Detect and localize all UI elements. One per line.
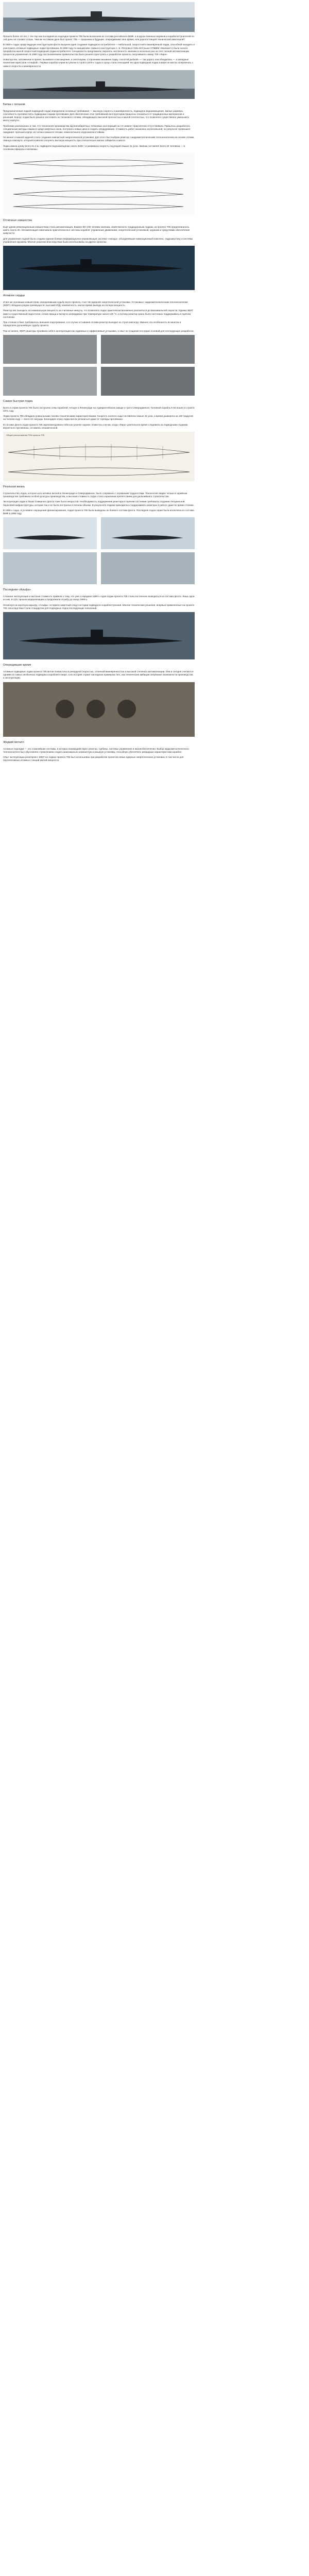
- battle-paragraph-2: Проблема заключалась в том, что технология производства крупногабаритных титановых конструкций на тот момент практически отсутствовала. Пришлось разработать специальные методы сварки в среде инертных газов, построить новые цеха и создать оборудование. Стоимость работ оказалась колоссальной, но результат превзошел ожидания: прочный корпус из титана оказался легким, немагнитным и коррозионностойким.: [3, 124, 191, 134]
- figure-submarine-underwater: [3, 246, 195, 290]
- figure-submarine-dock: [3, 70, 195, 99]
- general-arrangement-diagram: [3, 432, 195, 481]
- life-paragraph-1: Строительство лодок, которое шло активно весной в Ленинграде и Северодвинске, было сопряжено с огромными трудностями. Технология сварки титана в серийном производстве требовала особой культуры производства, а высокая стоимость лодок стала серьезным препятствием для дальнейшего строительства.: [3, 492, 187, 498]
- submarine-photo-2: [3, 70, 195, 99]
- fast-paragraph-3: В составе флота лодки проекта 705 зарекомендовали себя как грозное оружие. Известны случаи, когда «Лира» длительное время следовала за подводными лодками вероятного противника, оставаясь незамеченной.: [3, 423, 188, 429]
- intro-paragraph-2: В 1950-х годах среди ведущих конструкторов флота вызрела идея создания подводного истребителя — небольшой, скоростной и маневренной лодки, способной находить и уничтожать атомные подводные лодки противника. В 1959 году по инициативе главного конструктора А. Б. Петрова в СКБ-143 (ныне СПМБМ «Малахит») была начата проработка малой скоростной подводной лодки-истребителя. Специалисты предложили сократить численность экипажа в несколько раз за счет полной автоматизации процессов управления. В 1960 году постановлением правительства было решено приступить к разработке проекта, получившего номер 705 «Лира».: [3, 43, 195, 56]
- heading-weapons: Опередившие время: [3, 663, 31, 667]
- intro-paragraph-1: Прошло более 15 лет, с тех пор как последняя из подлодок проекта 705 была исключена из состава российского ВМФ, а в кругах военных моряков и корабелостроителей по сей день не стихают споры. Чем же на самом деле был проект 705 — прорывом в будущее, опередившим свое время, или дорогостоящей технической авантюрой?: [3, 35, 194, 41]
- diff-paragraph-2: Для управления лодкой была создана единая боевая информационно-управляющая система «Аккорд», объединявшая навигационный комплекс, гидроакустику и системы управления оружием. Многие решения впоследствии были использованы на других проектах.: [3, 237, 193, 243]
- liquid-paragraph-2: Опыт эксплуатации реакторов с ЖМТ на лодках проекта 705 был использован при разработке проектов новых ядерных энергетических установок, в том числе для перспективных атомных станций малой мощности.: [3, 755, 184, 762]
- submarine-photo-alfa: [3, 612, 195, 659]
- battle-paragraph-3: Не менее сложной задачей стало создание компактной энергетической установки. Для этого был выбран реактор с жидкометаллическим теплоносителем на основе сплава свинца и висмута, который позволял получить высокую мощность при относительно малых габаритах и массе.: [3, 136, 194, 142]
- figure-arctic-photos: [3, 517, 195, 584]
- reactor-paragraph-1: И все же основным новшеством, определившим судьбу всего проекта, стал тип ядерной энергетической установки. Установка с жидкометаллическим теплоносителем (ЖМТ) обладала рядом преимуществ: высокий КПД, компактность, малое время вывода на полную мощность.: [3, 301, 188, 307]
- submarine-photo-3: [3, 246, 195, 290]
- liquid-paragraph-1: Атомные подлодки — это сложнейшие системы, в которых взаимодействуют реактор, турбины, системы управления и жизнеобеспечения. Выбор жидкометаллического теплоносителя был обусловлен стремлением создать максимально компактную и мощную установку, способную обеспечить рекордные характеристики корабля.: [3, 747, 189, 753]
- submarine-photo-1: [3, 2, 195, 32]
- alfa-paragraph-1: Сложная эксплуатация и высокая стоимость привели к тому, что уже к середине 1980-х годов лодки проекта 705 стали постепенно выводиться из состава флота. Лишь одна из них, К-123, прошла модернизацию и продолжала службу до конца 1990-х.: [3, 595, 195, 601]
- heading-liquid: Жидкий металл: [3, 740, 24, 744]
- arctic-photos: [3, 517, 195, 584]
- life-paragraph-2: Эксплуатация лодок в базах Северного флота тоже была непростой. Необходимость поддержания реактора в горячем состоянии требовала создания специальной береговой инфраструктуры, которая так и не была построена в полном объеме. В результате лодкам приходилось поддерживать реакторы в работе даже во время стоянки.: [3, 500, 194, 506]
- battle-paragraph-1: Предназначенная лодкой подводной лодки определили основные требования — высокую скорость и маневренность, подводное водоизмещение, малые размеры, способность противостоять подводным лодкам противника. Для обеспечения этих требований конструкторам пришлось отказаться от традиционных материалов и решений. Корпус лодки было решено изготовить из титанового сплава, обладающего высокой прочностью и малой плотностью, что позволяло существенно уменьшить массу корпуса.: [3, 109, 190, 122]
- heading-life: Реальная жизнь: [3, 485, 25, 488]
- spec-title: Общее расположение ПЛА проекта 705: [6, 433, 44, 436]
- alfa-paragraph-2: Несмотря на короткую карьеру, «Альфы» оставили заметный след в истории подводного кораблестроения. Многие технические решения, впервые примененные на проекте 705, впоследствии стали стандартом для подводных лодок последующих поколений.: [3, 603, 195, 609]
- intro-paragraph-3: Новаторство, заложенное в проект, вызывало и восхищение, и скептицизм. Сторонники называли лодку «золотой рыбкой» — так дорого она обходилась — а западные аналитики окрестили «Альфой». Первые корабли серии вступили в строй в 1970-х годах и сразу стали сенсацией: ни одна подводная лодка в мире не могла соперничать с ними в скорости и маневренности.: [3, 58, 193, 67]
- figure-alfa-photo: [3, 612, 195, 659]
- reactor-paragraph-3: При стоянке в базе требовалось внешнее подогревание, а в случае остывания сплава реактор выходил из строя навсегда. Именно эта особенность во многом и определила дальнейшую судьбу проекта.: [3, 321, 181, 327]
- article-column: [0, 2, 195, 762]
- torpedo-room-photo: [3, 682, 195, 737]
- figure-hull-drawings: [3, 153, 195, 215]
- heading-reactor: Атомное сердце: [3, 294, 25, 298]
- figure-photo-grid: [3, 335, 195, 396]
- hull-drawings: [3, 153, 195, 215]
- heading-alfa: Последняя «Альфа»: [3, 588, 31, 592]
- heading-battle: Битва с титаном: [3, 103, 25, 106]
- figure-general-arrangement: [3, 432, 195, 481]
- reactor-paragraph-2: Реактор мог выходить на номинальную мощность за считанные минуты, что позволяло лодке практически мгновенно разгоняться до максимальной скорости. Однако ЖМТ имел и существенный недостаток: сплав свинца и висмута затвердевал при температуре около 125 °С, и потому реактор нужно было постоянно поддерживать в горячем состоянии.: [3, 309, 193, 318]
- reactor-paragraph-4: Тем не менее, ЖМТ-реакторы проявили себя в эксплуатации как надежные и эффективные установки, а опыт их создания послужил основой для последующих разработок.: [3, 329, 194, 332]
- figure-torpedo-room: [3, 682, 195, 737]
- heading-fast: Самая быстрая лодка: [3, 399, 33, 403]
- battle-paragraph-4: Лодка имела длину всего 81,4 м, подводное водоизмещение около 3180 т и развивала скорость под водой свыше 41 узла. Экипаж составлял всего 32 человека — в основном офицеры и мичманы.: [3, 144, 185, 150]
- photo-grid: [3, 335, 195, 396]
- figure-submarine-surface: [3, 2, 195, 32]
- heading-diff: Отличные новшества: [3, 219, 32, 223]
- diff-paragraph-1: Ещё одним революционным новшеством стала автоматизация. Взамен 80–100 человек экипажа, свойственного традиционным лодкам, на проекте 705 предполагалось иметь около 30. Автоматизация охватывала практически все системы корабля: управление движением, энергетической установкой, оружием и средствами обеспечения живучести.: [3, 226, 190, 235]
- fast-paragraph-2: Лодки проекта 705 обладали уникальными тактико-техническими характеристиками. Скорость полного хода составляла свыше 41 узла, а время разворота на 180 градусов на полном ходу — всего 42 секунды. Благодаря этому лодка могла уклониться даже от торпеды противника.: [3, 415, 193, 421]
- life-paragraph-3: В 1990-х годах, в условиях сокращения финансирования, лодки проекта 705 были выведены из боевого состава флота. Последняя лодка серии была исключена из состава ВМФ в 1996 году.: [3, 509, 194, 515]
- weapons-paragraph-1: Атомные подводные лодки проекта 705 могли похвастаться рекордной скоростью, отличной маневренностью и высокой степенью автоматизации. Они и сегодня считаются одними из самых необычных подводных кораблей в мире, а их история служит наглядным примером того, как технические амбиции опережают возможности производства и эксплуатации.: [3, 670, 194, 680]
- fast-paragraph-1: Всего в серии проекта 705 было построено семь кораблей: четыре в Ленинграде на Адмиралтейском заводе и три в Северодвинске. Головной корабль К-64 вошел в строй в 1971 году.: [3, 406, 195, 412]
